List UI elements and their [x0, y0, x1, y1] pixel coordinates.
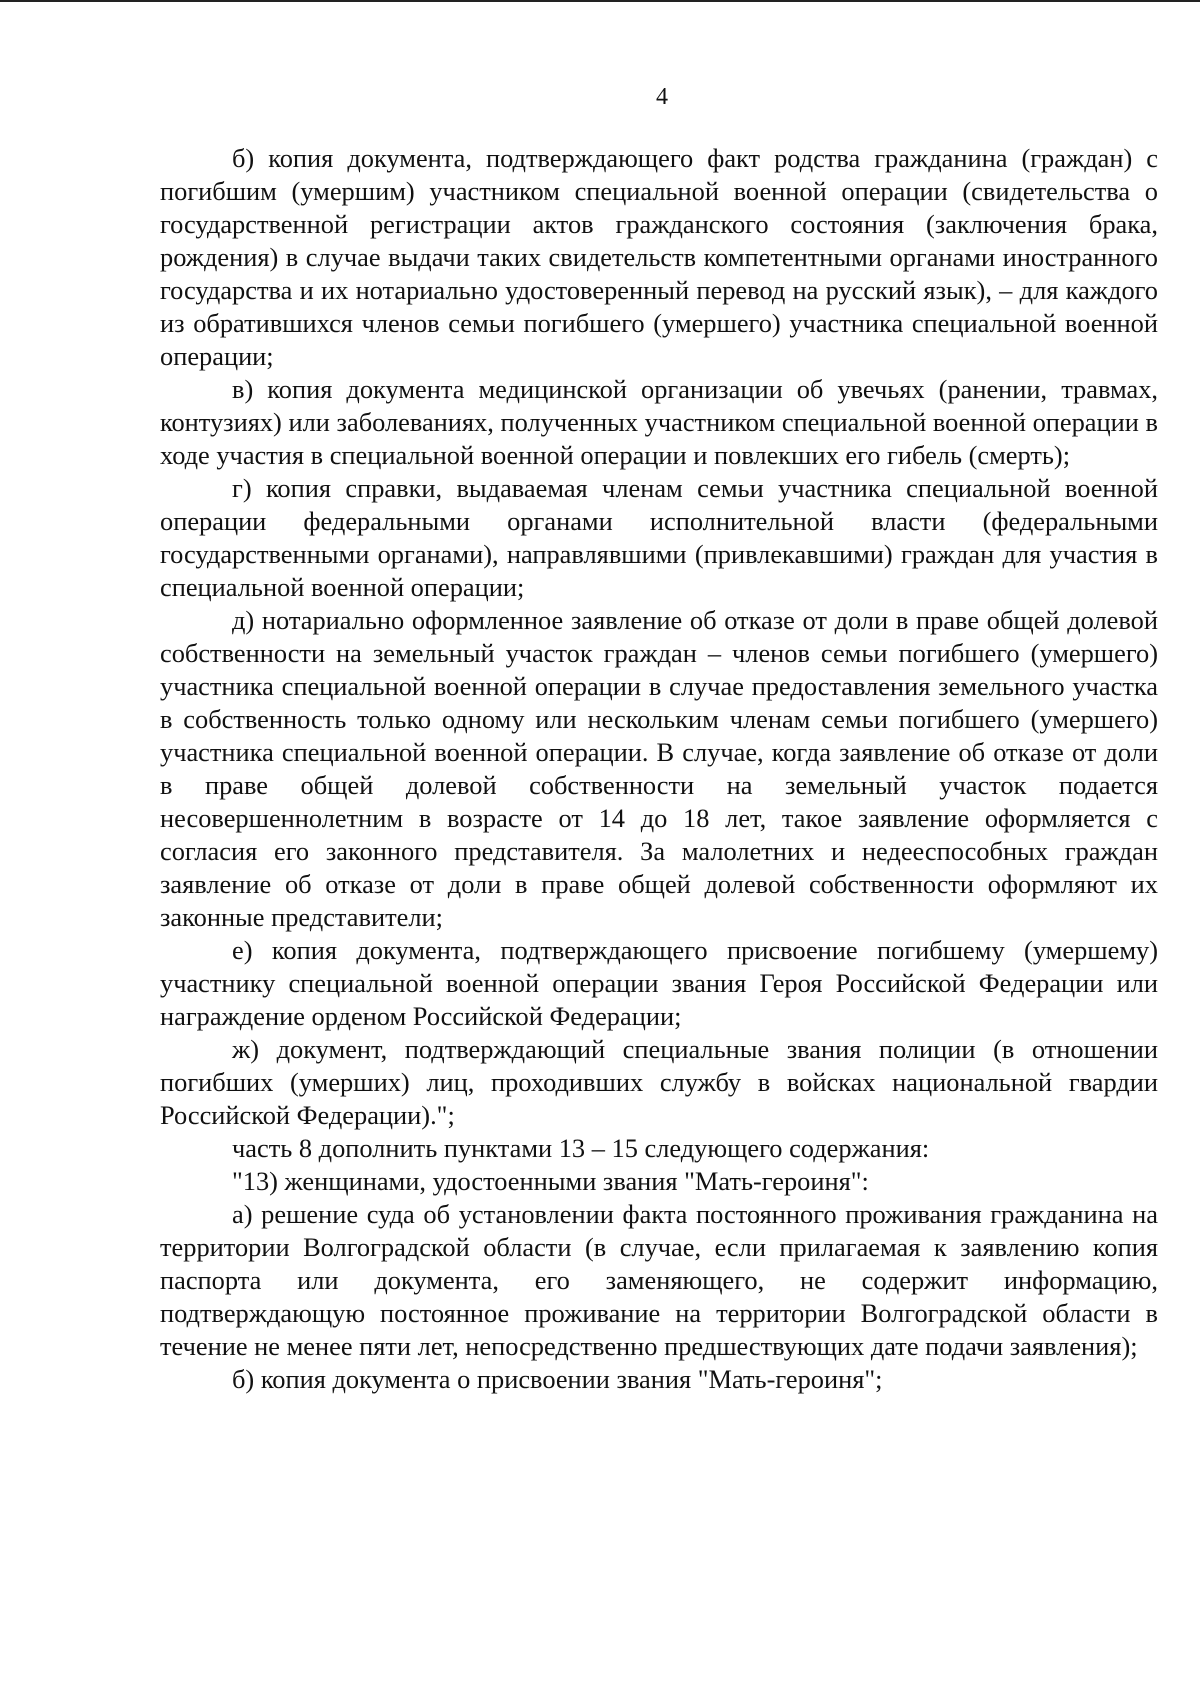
paragraph-part-8-amendment: часть 8 дополнить пунктами 13 – 15 следующего содержания:	[232, 1133, 930, 1163]
paragraph-b-mother-heroine-document: б) копия документа о присвоении звания "Мать-героиня";	[232, 1364, 883, 1394]
paragraph-item-13-mother-heroine: "13) женщинами, удостоенными звания "Мать-героиня":	[232, 1166, 869, 1196]
paragraph-g-certificate-copy: г) копия справки, выдаваемая членам семьи участника специальной военной операции федеральными органами исполнительной власти (федеральными государственными органами), направлявшими (привлекавшими) граждан для участия в специальной военной операции;	[160, 473, 1158, 602]
page-number: 4	[656, 84, 668, 110]
paragraph-v-medical-document: в) копия документа медицинской организации об увечьях (ранении, травмах, контузиях) или заболеваниях, полученных участником специальной военной операции в ходе участия в специальной военной операции и повлекших его гибель (смерть);	[160, 374, 1158, 470]
paragraph-a-court-decision: а) решение суда об установлении факта постоянного проживания гражданина на территории Волгоградской области (в случае, если прилагаемая к заявлению копия паспорта или документа, его заменяющего, не содержит информацию, подтверждающую постоянное проживание на территории Волгоградской области в течение не менее пяти лет, непосредственно предшествующих дате подачи заявления);	[160, 1199, 1158, 1361]
paragraph-d-notarial-statement: д) нотариально оформленное заявление об отказе от доли в праве общей долевой собственности на земельный участок граждан – членов семьи погибшего (умершего) участника специальной военной операции в случае предоставления земельного участка в собственность только одному или нескольким членам семьи погибшего (умершего) участника специальной военной операции. В случае, когда заявление об отказе от доли в праве общей долевой собственности на земельный участок подается несовершеннолетним в возрасте от 14 до 18 лет, такое заявление оформляется с согласия его законного представителя. За малолетних и недееспособных граждан заявление об отказе от доли в праве общей долевой собственности оформляют их законные представители;	[160, 605, 1158, 932]
paragraph-b-kinship-document: б) копия документа, подтверждающего факт родства гражданина (граждан) с погибшим (умершим) участником специальной военной операции (свидетельства о государственной регистрации актов гражданского состояния (заключения брака, рождения) в случае выдачи таких свидетельств компетентными органами иностранного государства и их нотариально удостоверенный перевод на русский язык), – для каждого из обратившихся членов семьи погибшего (умершего) участника специальной военной операции;	[160, 143, 1158, 371]
document-body	[160, 142, 1158, 1396]
top-border-line	[0, 0, 1200, 2]
paragraph-e-hero-title-document: е) копия документа, подтверждающего присвоение погибшему (умершему) участнику специальной военной операции звания Героя Российской Федерации или награждение орденом Российской Федерации;	[160, 935, 1158, 1031]
paragraph-zh-police-ranks-document: ж) документ, подтверждающий специальные звания полиции (в отношении погибших (умерших) лиц, проходивших службу в войсках национальной гвардии Российской Федерации).";	[160, 1034, 1158, 1130]
